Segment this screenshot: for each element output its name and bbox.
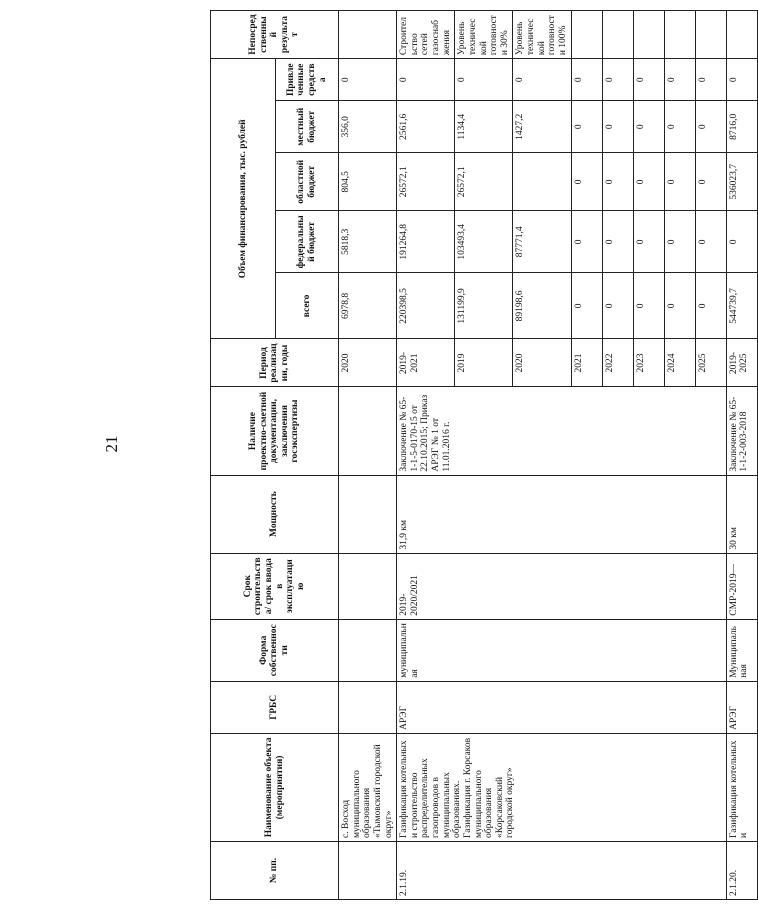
cell-result [602,11,633,59]
cell-regional: 26572,1 [397,153,455,211]
cell-result: Уровень технической готовности 100% [513,11,571,59]
cell-local: 1427,2 [513,101,571,153]
cell-period: 2025 [695,339,726,387]
cell-attracted: 0 [633,59,664,101]
cell-regional: 0 [695,153,726,211]
col-header-docs: Наличие проектно-сметной документации, заключения госэкспертизы [211,387,339,475]
table-row [339,11,397,900]
cell-result: Уровень технической готовности 30% [455,11,513,59]
cell-result [664,11,695,59]
cell-federal: 103493,4 [455,211,513,273]
cell-docs [339,387,397,475]
cell-result [726,11,757,59]
rotated-table-container [210,10,750,900]
cell-grbs: АРЭГ [726,681,757,733]
cell-ownership: Муниципальная [726,619,757,681]
cell-attracted: 0 [513,59,571,101]
cell-attracted: 0 [726,59,757,101]
cell-total: 89198,6 [513,273,571,339]
cell-term: СМР-2019— [726,553,757,619]
col-header-no: № пп. [211,841,339,899]
cell-regional: 26572,1 [455,153,513,211]
col-header-regional: областной бюджет [276,153,339,211]
cell-federal: 0 [571,211,602,273]
cell-local: 1134,4 [455,101,513,153]
cell-name: Газификация котельных и строительство распределительных газопроводов в муниципальных образованиях. Газификация г. Корсаков муниципального образования «Корсаковский городской округ» [397,733,726,841]
financing-table [210,10,758,900]
cell-local: 0 [602,101,633,153]
cell-total: 0 [602,273,633,339]
cell-docs: Заключение № 65-1-1-5-0170-15 от 22.10.2015; Приказ АРЭГ № 1 от 11.01.2016 г. [397,387,726,475]
cell-total: 6978,8 [339,273,397,339]
cell-federal: 191264,8 [397,211,455,273]
cell-period: 2020 [339,339,397,387]
cell-attracted: 0 [571,59,602,101]
cell-grbs: АРЭГ [397,681,726,733]
cell-regional: 0 [602,153,633,211]
col-header-term: Срок строительства/ срок ввода в эксплуатацию [211,553,339,619]
table-row [726,11,757,900]
cell-term: 2019-2020/2021 [397,553,726,619]
cell-ownership [339,619,397,681]
table-row [397,11,455,900]
cell-regional: 536023,7 [726,153,757,211]
cell-total: 131199,9 [455,273,513,339]
cell-attracted: 0 [397,59,455,101]
cell-federal: 0 [695,211,726,273]
col-header-capacity: Мощность [211,475,339,553]
cell-period: 2024 [664,339,695,387]
col-header-financing: Объем финансирования, тыс. рублей [211,59,276,339]
cell-result: Строительство сетей газоснабжения [397,11,455,59]
cell-regional: 0 [664,153,695,211]
page-number: 21 [102,435,121,453]
cell-attracted: 0 [339,59,397,101]
cell-period: 2019-2025 [726,339,757,387]
cell-term [339,553,397,619]
cell-local: 0 [695,101,726,153]
cell-no: 2.1.20. [726,841,757,899]
cell-local: 0 [571,101,602,153]
col-header-name: Наименование объекта (мероприятия) [211,733,339,841]
cell-total: 220398,5 [397,273,455,339]
cell-period: 2020 [513,339,571,387]
cell-total: 0 [695,273,726,339]
cell-result [633,11,664,59]
cell-result [695,11,726,59]
cell-name: с. Восход муниципального образования «Тымовский городской округ» [339,733,397,841]
cell-period: 2021 [571,339,602,387]
cell-federal: 0 [664,211,695,273]
cell-federal: 5818,3 [339,211,397,273]
cell-regional: 0 [633,153,664,211]
cell-federal: 0 [633,211,664,273]
cell-period: 2022 [602,339,633,387]
cell-attracted: 0 [664,59,695,101]
cell-result [339,11,397,59]
cell-federal: 0 [726,211,757,273]
cell-no: 2.1.19. [397,841,726,899]
col-header-period: Период реализации, годы [211,339,339,387]
cell-docs: Заключение № 65-1-1-2-003-2018 [726,387,757,475]
cell-period: 2019-2021 [397,339,455,387]
col-header-local: местный бюджет [276,101,339,153]
cell-period: 2019 [455,339,513,387]
col-header-result: Непосредственный результат [211,11,339,59]
cell-name: Газификация котельных и [726,733,757,841]
cell-local: 2561,6 [397,101,455,153]
cell-capacity: 30 км [726,475,757,553]
cell-attracted: 0 [695,59,726,101]
cell-regional [513,153,571,211]
col-header-total: всего [276,273,339,339]
cell-grbs [339,681,397,733]
cell-ownership: муниципальная [397,619,726,681]
cell-total: 0 [664,273,695,339]
cell-no [339,841,397,899]
cell-federal: 0 [602,211,633,273]
cell-capacity: 31,9 км [397,475,726,553]
cell-capacity [339,475,397,553]
cell-federal: 87771,4 [513,211,571,273]
cell-result [571,11,602,59]
col-header-federal: федеральный бюджет [276,211,339,273]
header-row-1 [211,11,276,900]
cell-total: 544739,7 [726,273,757,339]
col-header-attracted: Привлеченные средства [276,59,339,101]
cell-local: 8716,0 [726,101,757,153]
cell-period: 2023 [633,339,664,387]
cell-regional: 804,5 [339,153,397,211]
cell-attracted: 0 [602,59,633,101]
col-header-ownership: Форма собственности [211,619,339,681]
col-header-grbs: ГРБС [211,681,339,733]
cell-local: 0 [664,101,695,153]
cell-local: 0 [633,101,664,153]
cell-total: 0 [571,273,602,339]
cell-attracted: 0 [455,59,513,101]
cell-regional: 0 [571,153,602,211]
cell-local: 356,0 [339,101,397,153]
cell-total: 0 [633,273,664,339]
